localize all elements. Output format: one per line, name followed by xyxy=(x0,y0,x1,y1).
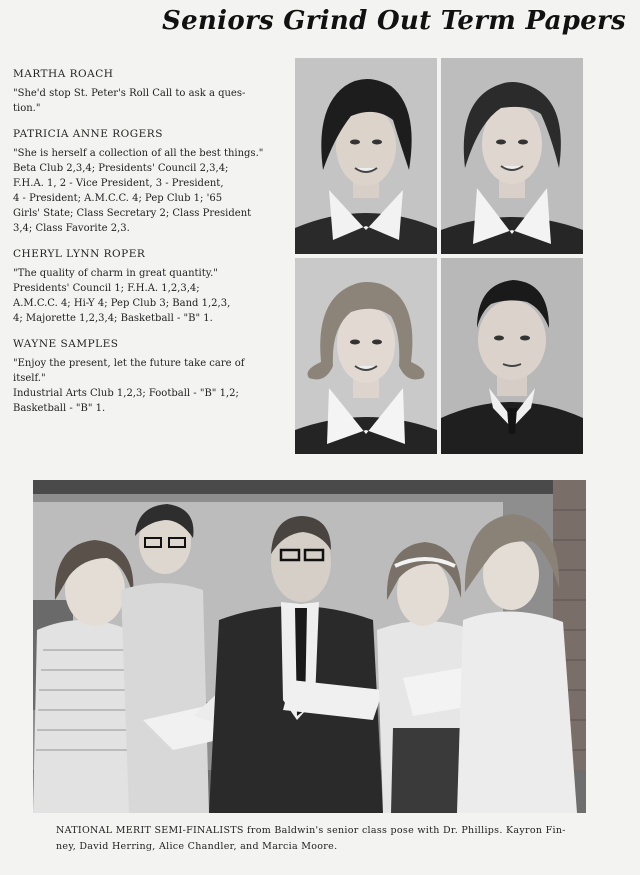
bio-text: F.H.A. 1, 2 - Vice President, 3 - President, xyxy=(13,178,224,189)
bio-cheryl-lynn-roper xyxy=(13,248,278,326)
caption-line: NATIONAL MERIT SEMI-FINALISTS from Baldwin's senior class pose with Dr. Phillips. Kayron Fin- xyxy=(56,825,566,836)
portrait-grid xyxy=(295,58,583,454)
bio-text: 4 - President; A.M.C.C. 4; Pep Club 1; '65 xyxy=(13,193,223,204)
bio-text: 3,4; Class Favorite 2,3. xyxy=(13,223,130,234)
bio-text: "The quality of charm in great quantity." xyxy=(13,268,218,279)
bio-text: Basketball - "B" 1. xyxy=(13,403,106,414)
bio-text: Girls' State; Class Secretary 2; Class President xyxy=(13,208,252,219)
bio-text: Industrial Arts Club 1,2,3; Football - "B" 1,2; xyxy=(13,388,239,399)
bio-text: tion." xyxy=(13,103,41,114)
page-title: Seniors Grind Out Term Papers xyxy=(162,6,626,36)
photo-caption xyxy=(56,823,576,855)
bio-text: itself." xyxy=(13,373,46,384)
bio-name: CHERYL LYNN ROPER xyxy=(13,248,146,260)
bio-text: Beta Club 2,3,4; Presidents' Council 2,3,4; xyxy=(13,163,229,174)
bio-text: A.M.C.C. 4; Hi-Y 4; Pep Club 3; Band 1,2,3, xyxy=(13,298,231,309)
bio-wayne-samples xyxy=(13,338,278,416)
bio-name: MARTHA ROACH xyxy=(13,68,114,80)
bio-patricia-anne-rogers xyxy=(13,128,278,236)
bio-name: WAYNE SAMPLES xyxy=(13,338,119,350)
bio-text: "She is herself a collection of all the best things." xyxy=(13,148,264,159)
bio-martha-roach xyxy=(13,68,278,116)
portrait-photo xyxy=(295,258,437,454)
group-photo xyxy=(33,480,586,813)
portrait-photo xyxy=(441,258,583,454)
bio-text: "She'd stop St. Peter's Roll Call to ask a ques- xyxy=(13,88,246,99)
senior-bios xyxy=(13,68,278,428)
bio-text: Presidents' Council 1; F.H.A. 1,2,3,4; xyxy=(13,283,200,294)
bio-name: PATRICIA ANNE ROGERS xyxy=(13,128,163,140)
caption-line: ney, David Herring, Alice Chandler, and Marcia Moore. xyxy=(56,841,338,852)
portrait-photo xyxy=(441,58,583,254)
bio-text: "Enjoy the present, let the future take care of xyxy=(13,358,245,369)
bio-text: 4; Majorette 1,2,3,4; Basketball - "B" 1. xyxy=(13,313,213,324)
portrait-photo xyxy=(295,58,437,254)
